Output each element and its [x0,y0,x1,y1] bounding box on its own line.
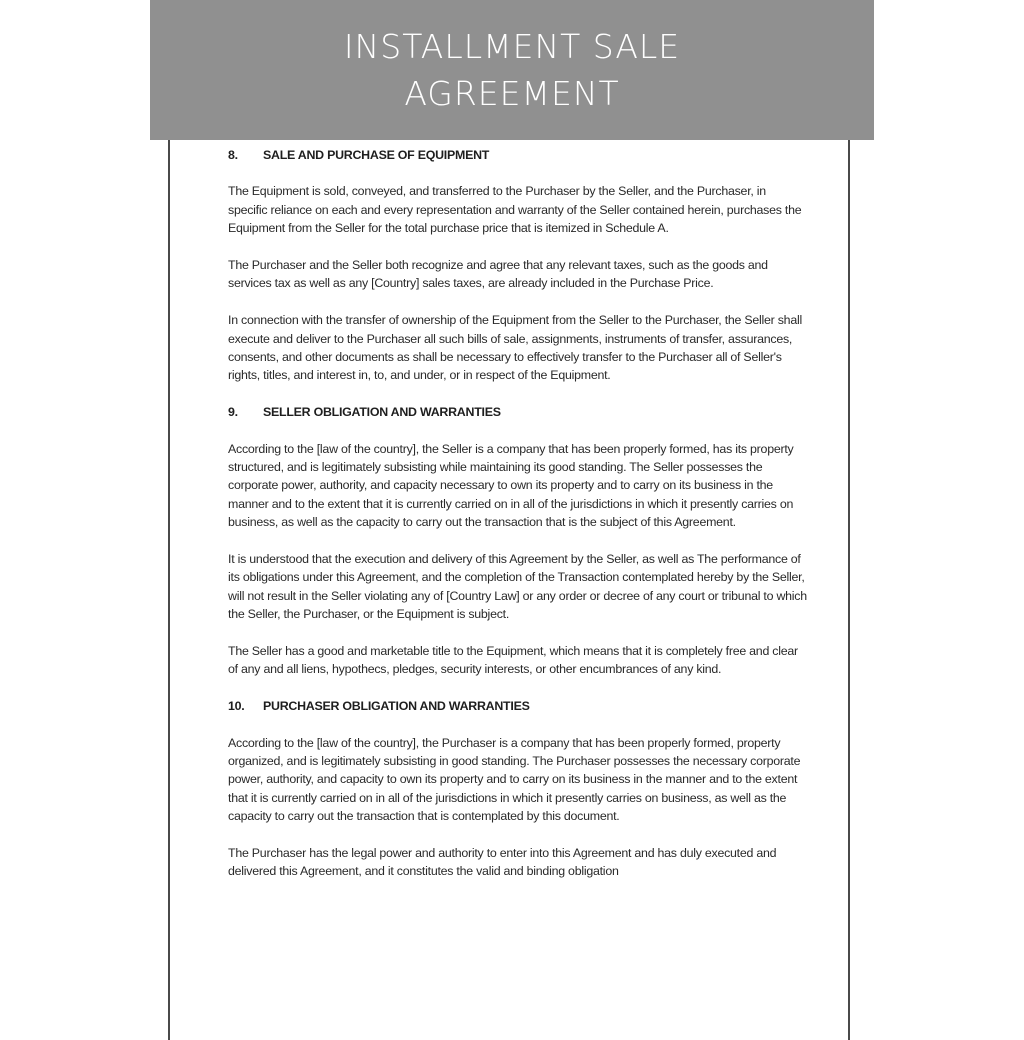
section-9 [228,403,808,679]
section-8 [228,146,808,385]
paragraph: It is understood that the execution and delivery of this Agreement by the Seller, as well as The performance of its obligations under this Agreement, and the completion of the Transaction contemplated hereby by the Seller, will not result in the Seller violating any of [Country Law] or any order or decree of any court or tribunal to which the Seller, the Purchaser, or the Equipment is subject. [228,552,807,622]
section-number: 10. [228,699,245,714]
section-title: SALE AND PURCHASE OF EQUIPMENT [263,148,490,162]
section-number: 8. [228,148,238,162]
banner-title-line-1: INSTALLMENT SALE [343,27,681,66]
section-number: 9. [228,405,238,420]
paragraph: According to the [law of the country], the Purchaser is a company that has been properly formed, property organized, and is legitimately subsisting in good standing. The Purchaser possesses the necessary corporate power, authority, and capacity to own its property and to carry on its business in the manner and to the extent that it is currently carried on in all of the jurisdictions in which it presently carries on business, as well as the capacity to carry out the transaction that is contemplated by this document. [228,735,801,824]
banner-title-line-2: AGREEMENT [404,74,620,113]
section-title: PURCHASER OBLIGATION AND WARRANTIES [263,699,530,714]
title-banner [150,0,874,140]
section-10 [228,697,808,881]
paragraph: The Purchaser and the Seller both recognize and agree that any relevant taxes, such as the goods and services tax as well as any [Country] sales taxes, are already included in the Purchase Price. [228,258,768,291]
document-body [228,146,808,899]
section-heading [228,146,808,164]
paragraph: The Seller has a good and marketable title to the Equipment, which means that it is completely free and clear of any and all liens, hypothecs, pledges, security interests, or other encumbrances of any kind. [228,644,798,677]
paragraph: According to the [law of the country], the Seller is a company that has been properly formed, has its property structured, and is legitimately subsisting while maintaining its good standing. The Seller possesses the corporate power, authority, and capacity necessary to own its property and to carry on its business in the manner and to the extent that it is currently carried on in all of the jurisdictions in which it presently carries on business, as well as the capacity to carry out the transaction that is the subject of this Agreement. [228,441,794,530]
section-heading [228,403,808,421]
paragraph: The Equipment is sold, conveyed, and transferred to the Purchaser by the Seller, and the Purchaser, in specific reliance on each and every representation and warranty of the Seller contained herein, purchases the Equipment from the Seller for the total purchase price that is itemized in Schedule A. [228,184,802,236]
section-heading [228,697,808,715]
section-title: SELLER OBLIGATION AND WARRANTIES [263,405,501,420]
paragraph: The Purchaser has the legal power and authority to enter into this Agreement and has duly executed and delivered this Agreement, and it constitutes the valid and binding obligation [228,846,777,879]
paragraph: In connection with the transfer of ownership of the Equipment from the Seller to the Purchaser, the Seller shall execute and deliver to the Purchaser all such bills of sale, assignments, instruments of transfer, assurances, consents, and other documents as shall be necessary to effectively transfer to the Purchaser all of Seller's rights, titles, and interest in, to, and under, or in respect of the Equipment. [228,313,802,383]
